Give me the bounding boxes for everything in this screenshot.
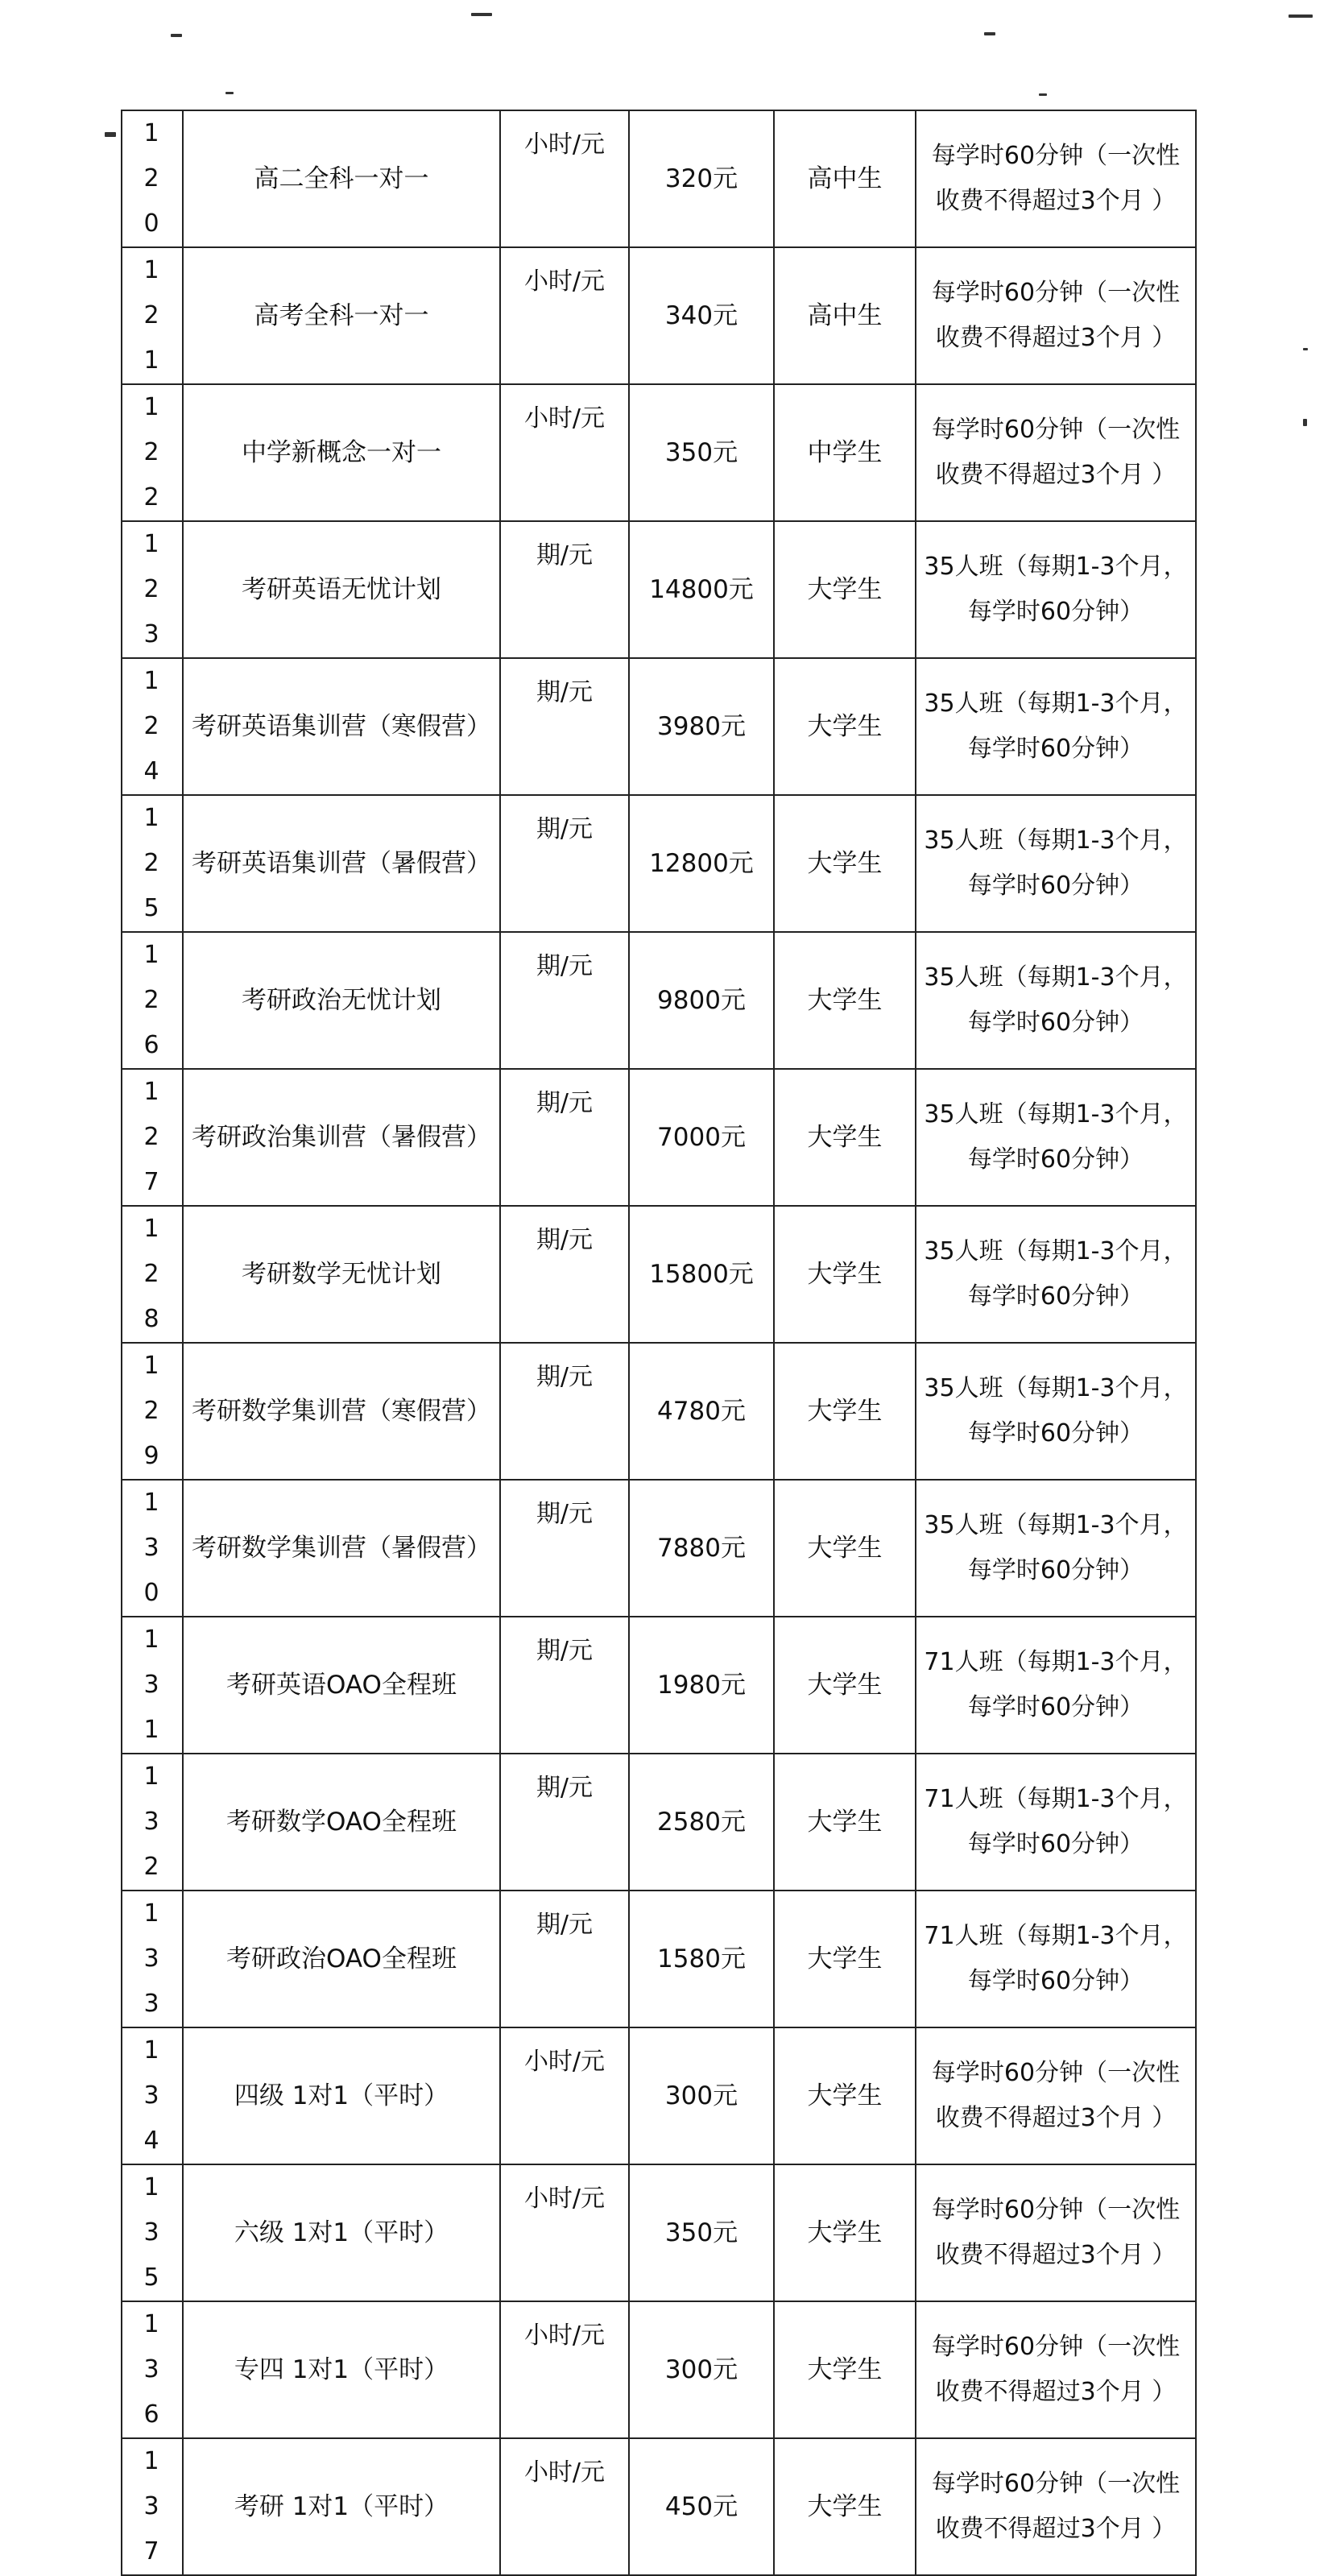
fee-price: 350元 [664,438,738,467]
fee-unit: 期/元 [536,678,594,706]
fee-price-cell [629,932,774,1069]
course-name-cell [183,1480,500,1617]
target-student-cell [774,658,916,795]
table-row [122,1343,1196,1480]
fee-price: 300元 [664,2081,738,2110]
fee-price: 3980元 [657,712,746,741]
fee-price-cell [629,795,774,932]
remark: 35人班（每期1-3个月，每学时60分钟） [924,963,1188,1037]
fee-price: 7880元 [657,1534,746,1563]
fee-price-cell [629,384,774,521]
fee-unit: 期/元 [536,952,594,980]
course-name-cell [183,2301,500,2438]
row-number-cell [122,1891,183,2027]
target-student: 大学生 [807,1671,883,1700]
course-name: 考研政治集训营（暑假营） [192,1123,491,1152]
fee-table [121,110,1197,2576]
course-name-cell [183,2164,500,2301]
target-student: 大学生 [807,1534,883,1563]
row-number-cell [122,1617,183,1754]
fee-unit-cell [500,384,629,521]
course-name-cell [183,1891,500,2027]
target-student-cell [774,1617,916,1754]
row-number: 133 [143,1899,161,2018]
scan-speck [225,92,234,94]
target-student-cell [774,1891,916,2027]
fee-unit-cell [500,932,629,1069]
fee-price: 15800元 [649,1260,754,1289]
remark-cell [916,1891,1196,2027]
course-name-cell [183,1206,500,1343]
fee-price-cell [629,2438,774,2575]
course-name: 考研数学无忧计划 [242,1260,441,1289]
fee-unit-cell [500,1343,629,1480]
scan-speck [1303,348,1308,350]
target-student-cell [774,2027,916,2164]
row-number: 132 [143,1762,161,1881]
remark-cell [916,384,1196,521]
course-name: 四级 1对1（平时） [234,2081,449,2110]
table-row [122,795,1196,932]
fee-unit-cell [500,795,629,932]
target-student: 大学生 [807,2081,883,2110]
target-student-cell [774,110,916,247]
table-row [122,1069,1196,1206]
course-name-cell [183,384,500,521]
remark: 71人班（每期1-3个月，每学时60分钟） [924,1922,1188,1995]
course-name-cell [183,1069,500,1206]
row-number-cell [122,110,183,247]
course-name: 考研英语集训营（暑假营） [192,849,491,878]
row-number-cell [122,2301,183,2438]
row-number-cell [122,932,183,1069]
fee-price-cell [629,110,774,247]
row-number-cell [122,1754,183,1891]
course-name: 考研数学集训营（暑假营） [192,1534,491,1563]
fee-price-cell [629,1891,774,2027]
fee-price-cell [629,1617,774,1754]
fee-price: 300元 [664,2355,738,2384]
fee-unit-cell [500,2027,629,2164]
table-row [122,521,1196,658]
target-student-cell [774,2301,916,2438]
remark-cell [916,247,1196,384]
course-name: 考研政治无忧计划 [242,986,441,1015]
remark: 每学时60分钟（一次性收费不得超过3个月 ） [931,2196,1181,2269]
fee-price-cell [629,2027,774,2164]
fee-price: 340元 [664,301,738,330]
target-student: 大学生 [807,2492,883,2521]
remark: 每学时60分钟（一次性收费不得超过3个月 ） [931,279,1181,352]
fee-unit-cell [500,1206,629,1343]
row-number-cell [122,1069,183,1206]
row-number: 126 [143,941,161,1059]
table-row [122,384,1196,521]
target-student: 大学生 [807,712,883,741]
row-number: 123 [143,530,161,648]
target-student-cell [774,1069,916,1206]
remark: 每学时60分钟（一次性收费不得超过3个月 ） [931,416,1181,489]
fee-unit: 期/元 [536,1637,594,1665]
course-name-cell [183,1343,500,1480]
row-number-cell [122,384,183,521]
row-number: 124 [143,667,161,785]
scan-speck [471,13,492,16]
remark-cell [916,110,1196,247]
fee-unit: 小时/元 [523,2048,606,2076]
remark-cell [916,658,1196,795]
row-number: 125 [143,804,161,922]
scan-speck [984,32,995,35]
fee-unit: 期/元 [536,1089,594,1117]
remark-cell [916,2438,1196,2575]
course-name-cell [183,521,500,658]
remark-cell [916,795,1196,932]
row-number-cell [122,1343,183,1480]
fee-unit: 期/元 [536,1911,594,1939]
table-row [122,932,1196,1069]
fee-unit: 小时/元 [523,404,606,433]
row-number: 122 [143,393,161,511]
course-name: 考研 1对1（平时） [234,2492,449,2521]
fee-price-cell [629,521,774,658]
fee-unit-cell [500,2301,629,2438]
course-name: 中学新概念一对一 [242,438,441,467]
remark: 71人班（每期1-3个月，每学时60分钟） [924,1785,1188,1858]
fee-unit: 期/元 [536,1363,594,1391]
scan-speck [1289,14,1313,18]
fee-unit-cell [500,2438,629,2575]
target-student: 大学生 [807,849,883,878]
target-student: 中学生 [807,438,883,467]
row-number: 129 [143,1352,161,1470]
table-row [122,2301,1196,2438]
fee-price: 7000元 [657,1123,746,1152]
fee-price: 1980元 [657,1671,746,1700]
fee-unit: 期/元 [536,1226,594,1254]
row-number-cell [122,1480,183,1617]
remark-cell [916,1069,1196,1206]
row-number: 128 [143,1215,161,1333]
course-name-cell [183,658,500,795]
remark: 35人班（每期1-3个月，每学时60分钟） [924,826,1188,900]
target-student-cell [774,795,916,932]
remark: 71人班（每期1-3个月，每学时60分钟） [924,1648,1188,1721]
remark-cell [916,1343,1196,1480]
table-row [122,110,1196,247]
fee-unit-cell [500,521,629,658]
table-row [122,1480,1196,1617]
fee-price: 350元 [664,2218,738,2247]
fee-unit: 期/元 [536,1774,594,1802]
remark: 35人班（每期1-3个月，每学时60分钟） [924,690,1188,763]
course-name: 考研数学集训营（寒假营） [192,1397,491,1426]
row-number: 120 [143,119,161,238]
fee-price-cell [629,1754,774,1891]
fee-price: 12800元 [649,849,754,878]
row-number-cell [122,2027,183,2164]
row-number: 131 [143,1626,161,1744]
fee-unit: 小时/元 [523,2185,606,2213]
fee-unit-cell [500,658,629,795]
remark-cell [916,2301,1196,2438]
course-name-cell [183,2438,500,2575]
remark: 每学时60分钟（一次性收费不得超过3个月 ） [931,2333,1181,2406]
remark-cell [916,1617,1196,1754]
row-number-cell [122,2438,183,2575]
remark-cell [916,932,1196,1069]
fee-price-cell [629,1343,774,1480]
remark-cell [916,2164,1196,2301]
target-student: 大学生 [807,1123,883,1152]
table-row [122,2027,1196,2164]
fee-price-cell [629,1069,774,1206]
target-student: 大学生 [807,2355,883,2384]
fee-price: 4780元 [657,1397,746,1426]
target-student-cell [774,247,916,384]
scan-speck [105,132,116,137]
fee-unit-cell [500,1480,629,1617]
table-row [122,1754,1196,1891]
table-row [122,1617,1196,1754]
row-number: 135 [143,2173,161,2292]
row-number-cell [122,658,183,795]
target-student: 大学生 [807,1944,883,1973]
table-row [122,2164,1196,2301]
target-student-cell [774,521,916,658]
fee-unit: 小时/元 [523,267,606,296]
table-row [122,2438,1196,2575]
fee-unit: 期/元 [536,541,594,569]
remark: 35人班（每期1-3个月，每学时60分钟） [924,1100,1188,1174]
target-student-cell [774,2164,916,2301]
fee-price: 9800元 [657,986,746,1015]
fee-price: 320元 [664,164,738,193]
fee-unit-cell [500,1617,629,1754]
table-row [122,247,1196,384]
course-name-cell [183,2027,500,2164]
target-student-cell [774,1206,916,1343]
remark-cell [916,1480,1196,1617]
row-number-cell [122,247,183,384]
target-student-cell [774,1343,916,1480]
target-student: 大学生 [807,986,883,1015]
fee-price-cell [629,2164,774,2301]
row-number-cell [122,2164,183,2301]
fee-unit-cell [500,110,629,247]
fee-price-cell [629,1206,774,1343]
remark: 35人班（每期1-3个月，每学时60分钟） [924,1511,1188,1584]
fee-unit-cell [500,1754,629,1891]
row-number: 137 [143,2447,161,2566]
row-number: 130 [143,1489,161,1607]
row-number: 127 [143,1078,161,1196]
course-name: 考研英语无忧计划 [242,575,441,604]
fee-table-body [122,110,1196,2575]
fee-unit: 小时/元 [523,2321,606,2350]
scan-speck [171,34,182,37]
remark: 每学时60分钟（一次性收费不得超过3个月 ） [931,2059,1181,2132]
row-number-cell [122,521,183,658]
fee-unit: 期/元 [536,1500,594,1528]
fee-price: 450元 [664,2492,738,2521]
row-number: 121 [143,256,161,375]
course-name: 高二全科一对一 [254,164,429,193]
fee-price-cell [629,247,774,384]
course-name: 高考全科一对一 [254,301,429,330]
scan-speck [1303,419,1307,426]
fee-price: 2580元 [657,1808,746,1837]
target-student-cell [774,1480,916,1617]
remark-cell [916,1754,1196,1891]
course-name: 六级 1对1（平时） [234,2218,449,2247]
remark: 每学时60分钟（一次性收费不得超过3个月 ） [931,2470,1181,2543]
course-name-cell [183,932,500,1069]
target-student-cell [774,1754,916,1891]
remark: 35人班（每期1-3个月，每学时60分钟） [924,1237,1188,1311]
fee-price-cell [629,2301,774,2438]
course-name: 考研数学OAO全程班 [226,1808,457,1837]
remark: 35人班（每期1-3个月，每学时60分钟） [924,553,1188,626]
remark: 每学时60分钟（一次性收费不得超过3个月 ） [931,142,1181,215]
course-name: 专四 1对1（平时） [234,2355,449,2384]
fee-unit-cell [500,2164,629,2301]
course-name: 考研英语集训营（寒假营） [192,712,491,741]
fee-unit-cell [500,1069,629,1206]
course-name-cell [183,1617,500,1754]
fee-unit-cell [500,1891,629,2027]
target-student: 大学生 [807,575,883,604]
course-name-cell [183,247,500,384]
remark: 35人班（每期1-3个月，每学时60分钟） [924,1374,1188,1447]
target-student-cell [774,2438,916,2575]
remark-cell [916,2027,1196,2164]
row-number-cell [122,1206,183,1343]
target-student-cell [774,384,916,521]
table-row [122,658,1196,795]
scan-speck [1039,93,1047,96]
row-number: 134 [143,2036,161,2155]
course-name-cell [183,795,500,932]
course-name: 考研政治OAO全程班 [226,1944,457,1973]
remark-cell [916,521,1196,658]
fee-unit: 小时/元 [523,2458,606,2487]
fee-unit: 小时/元 [523,130,606,159]
target-student: 大学生 [807,1808,883,1837]
fee-unit-cell [500,247,629,384]
table-row [122,1891,1196,2027]
fee-price-cell [629,658,774,795]
remark-cell [916,1206,1196,1343]
fee-unit: 期/元 [536,815,594,843]
row-number-cell [122,795,183,932]
fee-price: 14800元 [649,575,754,604]
target-student: 大学生 [807,2218,883,2247]
course-name: 考研英语OAO全程班 [226,1671,457,1700]
course-name-cell [183,110,500,247]
target-student: 大学生 [807,1397,883,1426]
target-student-cell [774,932,916,1069]
fee-price-cell [629,1480,774,1617]
target-student: 高中生 [807,301,883,330]
table-row [122,1206,1196,1343]
course-name-cell [183,1754,500,1891]
fee-price: 1580元 [657,1944,746,1973]
target-student: 高中生 [807,164,883,193]
target-student: 大学生 [807,1260,883,1289]
row-number: 136 [143,2310,161,2429]
